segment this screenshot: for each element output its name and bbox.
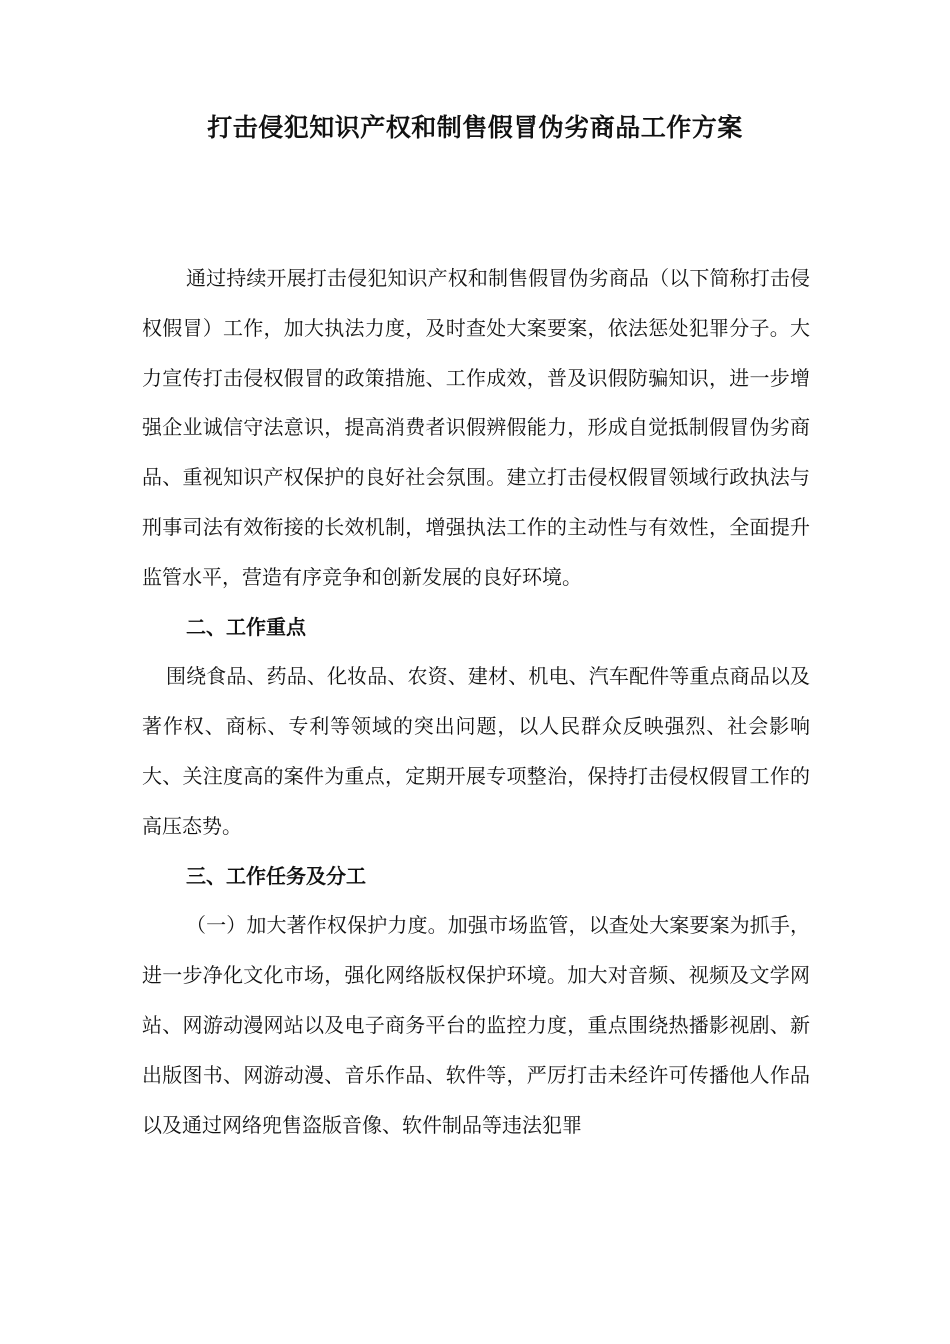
section-2-paragraph: 围绕食品、药品、化妆品、农资、建材、机电、汽车配件等重点商品以及著作权、商标、专利等领域的突出问题，以人民群众反映强烈、社会影响大、关注度高的案件为重点，定期开展专项整治，保持打击侵权假冒工作的高压态势。 [142, 664, 810, 838]
document-title: 打击侵犯知识产权和制售假冒伪劣商品工作方案 [207, 113, 743, 142]
section-2-heading: 二、工作重点 [186, 614, 306, 639]
section-3-paragraph-1: （一）加大著作权保护力度。加强市场监管，以查处大案要案为抓手，进一步净化文化市场，强化网络版权保护环境。加大对音频、视频及文学网站、网游动漫网站以及电子商务平台的监控力度，重点围绕热播影视剧、新出版图书、网游动漫、音乐作品、软件等，严厉打击未经许可传播他人作品以及通过网络兜售盗版音像、软件制品等违法犯罪 [142, 913, 810, 1137]
section-3-heading: 三、工作任务及分工 [186, 863, 366, 888]
document-body [142, 254, 810, 1150]
intro-paragraph: 通过持续开展打击侵犯知识产权和制售假冒伪劣商品（以下简称打击侵权假冒）工作，加大执法力度，及时查处大案要案，依法惩处犯罪分子。大力宣传打击侵权假冒的政策措施、工作成效，普及识假防骗知识，进一步增强企业诚信守法意识，提高消费者识假辨假能力，形成自觉抵制假冒伪劣商品、重视知识产权保护的良好社会氛围。建立打击侵权假冒领域行政执法与刑事司法有效衔接的长效机制，增强执法工作的主动性与有效性，全面提升监管水平，营造有序竞争和创新发展的良好环境。 [142, 266, 810, 589]
